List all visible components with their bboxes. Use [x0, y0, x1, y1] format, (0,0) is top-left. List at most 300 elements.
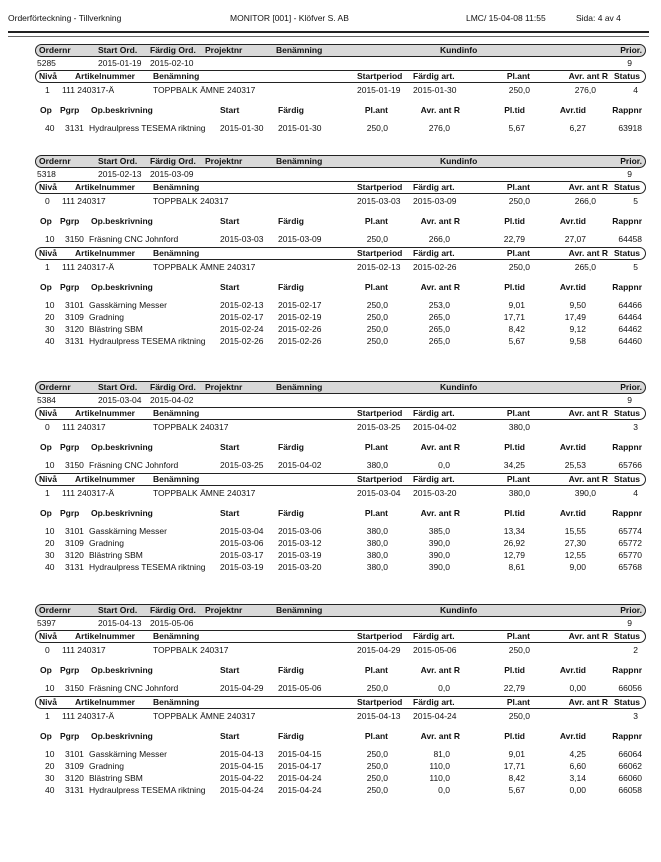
item-col-header: Avr. ant R: [568, 631, 608, 641]
item-col-header: Benämning: [153, 408, 200, 418]
item-status: 5: [633, 196, 638, 206]
op-col-header: Färdig: [278, 105, 304, 115]
op-col-header: Start: [220, 665, 240, 675]
op-report-number: 65768: [618, 562, 642, 572]
op-col-header: Avr.tid: [559, 665, 586, 675]
op-planned-qty: 250,0: [366, 749, 388, 759]
item-level: 1: [45, 488, 50, 498]
op-group: 3120: [65, 324, 84, 334]
op-col-header: Op: [40, 508, 52, 518]
item-col-header: Färdig art.: [413, 631, 455, 641]
op-start: 2015-03-03: [220, 234, 264, 244]
item-start-period: 2015-02-13: [357, 262, 401, 272]
op-col-header: Rappnr: [612, 731, 642, 741]
op-col-header: Op: [40, 282, 52, 292]
item-col-header: Avr. ant R: [568, 182, 608, 192]
op-description: Gasskärning Messer: [89, 749, 167, 759]
item-level: 1: [45, 85, 50, 95]
item-finish: 2015-05-06: [413, 645, 457, 655]
op-finish: 2015-04-15: [278, 749, 322, 759]
op-reported-qty: 390,0: [428, 538, 450, 548]
op-col-header: Pgrp: [60, 508, 80, 518]
item-col-header: Benämning: [153, 697, 200, 707]
op-description: Fräsning CNC Johnford: [89, 683, 179, 693]
item-col-header: Benämning: [153, 474, 200, 484]
item-planned-qty: 250,0: [508, 645, 530, 655]
op-description: Fräsning CNC Johnford: [89, 234, 179, 244]
op-planned-qty: 380,0: [366, 460, 388, 470]
item-col-header: Avr. ant R: [568, 248, 608, 258]
op-col-header: Avr.tid: [559, 508, 586, 518]
op-reported-time: 3,14: [569, 773, 586, 783]
op-reported-time: 6,27: [569, 123, 586, 133]
op-reported-qty: 276,0: [428, 123, 450, 133]
order-col-header: Färdig Ord.: [150, 45, 196, 55]
op-group: 3101: [65, 526, 84, 536]
order-col-header: Kundinfo: [440, 45, 478, 55]
item-article-number: 111 240317: [62, 422, 106, 432]
order-col-header: Prior.: [620, 605, 642, 615]
op-col-header: Färdig: [278, 508, 304, 518]
item-col-header: Nivå: [39, 182, 57, 192]
op-col-header: Op: [40, 216, 52, 226]
item-col-header: Avr. ant R: [568, 474, 608, 484]
op-planned-qty: 250,0: [366, 324, 388, 334]
item-reported-qty: 266,0: [574, 196, 596, 206]
op-number: 40: [45, 123, 55, 133]
op-planned-qty: 250,0: [366, 761, 388, 771]
item-col-header: Artikelnummer: [75, 474, 135, 484]
item-col-header: Pl.ant: [506, 474, 530, 484]
op-description: Gasskärning Messer: [89, 300, 167, 310]
op-start: 2015-04-24: [220, 785, 264, 795]
item-col-header: Status: [614, 182, 640, 192]
order-col-header: Projektnr: [205, 605, 243, 615]
op-number: 10: [45, 234, 55, 244]
op-number: 30: [45, 550, 55, 560]
op-reported-time: 27,07: [564, 234, 586, 244]
op-planned-time: 13,34: [503, 526, 525, 536]
item-reported-qty: 276,0: [574, 85, 596, 95]
report-header: [8, 13, 653, 25]
op-finish: 2015-03-09: [278, 234, 322, 244]
op-reported-time: 4,25: [569, 749, 586, 759]
op-start: 2015-04-29: [220, 683, 264, 693]
item-col-header: Avr. ant R: [568, 697, 608, 707]
op-report-number: 63918: [618, 123, 642, 133]
order-number: 5397: [37, 618, 56, 628]
op-group: 3101: [65, 300, 84, 310]
order-finish: 2015-04-02: [150, 395, 194, 405]
op-finish: 2015-03-20: [278, 562, 322, 572]
item-description: TOPPBALK ÄMNE 240317: [153, 85, 256, 95]
item-col-header: Pl.ant: [506, 71, 530, 81]
op-col-header: Start: [220, 216, 240, 226]
item-col-header: Status: [614, 631, 640, 641]
op-group: 3120: [65, 550, 84, 560]
op-start: 2015-01-30: [220, 123, 264, 133]
item-level: 1: [45, 262, 50, 272]
op-start: 2015-02-24: [220, 324, 264, 334]
op-planned-qty: 250,0: [366, 336, 388, 346]
report-title: Orderförteckning - Tillverkning: [8, 13, 122, 23]
op-start: 2015-03-06: [220, 538, 264, 548]
item-status: 3: [633, 422, 638, 432]
item-col-header: Artikelnummer: [75, 631, 135, 641]
op-description: Fräsning CNC Johnford: [89, 460, 179, 470]
item-description: TOPPBALK 240317: [153, 196, 229, 206]
op-number: 10: [45, 683, 55, 693]
op-planned-qty: 250,0: [366, 683, 388, 693]
op-description: Gradning: [89, 538, 124, 548]
user-date: LMC/ 15-04-08 11:55: [466, 13, 546, 23]
op-col-header: Pl.ant: [364, 105, 388, 115]
op-description: Hydraulpress TESEMA riktning: [89, 562, 206, 572]
op-col-header: Avr. ant R: [420, 731, 460, 741]
order-start: 2015-04-13: [98, 618, 142, 628]
op-col-header: Pl.ant: [364, 731, 388, 741]
op-planned-qty: 380,0: [366, 550, 388, 560]
op-reported-time: 6,60: [569, 761, 586, 771]
op-finish: 2015-04-24: [278, 773, 322, 783]
item-col-header: Avr. ant R: [568, 71, 608, 81]
op-planned-time: 34,25: [503, 460, 525, 470]
op-col-header: Avr. ant R: [420, 665, 460, 675]
order-priority: 9: [627, 395, 632, 405]
item-description: TOPPBALK ÄMNE 240317: [153, 711, 256, 721]
op-number: 40: [45, 785, 55, 795]
op-reported-time: 9,58: [569, 336, 586, 346]
item-col-header: Nivå: [39, 697, 57, 707]
item-col-header: Färdig art.: [413, 182, 455, 192]
op-start: 2015-03-19: [220, 562, 264, 572]
op-col-header: Färdig: [278, 731, 304, 741]
item-planned-qty: 250,0: [508, 262, 530, 272]
op-description: Blästring SBM: [89, 550, 143, 560]
order-col-header: Kundinfo: [440, 156, 478, 166]
op-report-number: 66062: [618, 761, 642, 771]
item-col-header: Startperiod: [357, 248, 403, 258]
op-reported-qty: 81,0: [433, 749, 450, 759]
op-col-header: Op: [40, 665, 52, 675]
item-col-header: Pl.ant: [506, 408, 530, 418]
op-reported-time: 0,00: [569, 683, 586, 693]
order-col-header: Start Ord.: [98, 45, 138, 55]
op-col-header: Avr.tid: [559, 282, 586, 292]
order-finish: 2015-02-10: [150, 58, 194, 68]
order-col-header: Start Ord.: [98, 605, 138, 615]
order-priority: 9: [627, 169, 632, 179]
order-col-header: Prior.: [620, 156, 642, 166]
item-article-number: 111 240317-Ä: [62, 262, 115, 272]
order-col-header: Färdig Ord.: [150, 605, 196, 615]
op-planned-time: 8,42: [508, 773, 525, 783]
op-finish: 2015-03-19: [278, 550, 322, 560]
op-reported-time: 15,55: [564, 526, 586, 536]
item-status: 4: [633, 85, 638, 95]
op-start: 2015-02-17: [220, 312, 264, 322]
item-col-header: Benämning: [153, 71, 200, 81]
header-rule-thin: [8, 36, 649, 37]
op-report-number: 64464: [618, 312, 642, 322]
op-col-header: Op.beskrivning: [91, 508, 153, 518]
op-planned-time: 9,01: [508, 300, 525, 310]
op-col-header: Op: [40, 442, 52, 452]
item-col-header: Nivå: [39, 408, 57, 418]
item-col-header: Nivå: [39, 474, 57, 484]
order-finish: 2015-05-06: [150, 618, 194, 628]
op-number: 20: [45, 761, 55, 771]
op-col-header: Avr.tid: [559, 442, 586, 452]
op-finish: 2015-02-19: [278, 312, 322, 322]
op-report-number: 64460: [618, 336, 642, 346]
item-description: TOPPBALK 240317: [153, 645, 229, 655]
op-group: 3109: [65, 761, 84, 771]
item-start-period: 2015-03-25: [357, 422, 401, 432]
op-col-header: Pl.tid: [504, 282, 525, 292]
op-finish: 2015-01-30: [278, 123, 322, 133]
item-col-header: Pl.ant: [506, 248, 530, 258]
page-number: Sida: 4 av 4: [576, 13, 621, 23]
item-col-header: Avr. ant R: [568, 408, 608, 418]
op-col-header: Rappnr: [612, 508, 642, 518]
item-article-number: 111 240317-Ä: [62, 85, 115, 95]
op-description: Blästring SBM: [89, 773, 143, 783]
item-col-header: Pl.ant: [506, 697, 530, 707]
item-col-header: Artikelnummer: [75, 697, 135, 707]
op-group: 3150: [65, 683, 84, 693]
order-col-header: Kundinfo: [440, 605, 478, 615]
item-col-header: Startperiod: [357, 71, 403, 81]
op-number: 10: [45, 300, 55, 310]
order-col-header: Benämning: [276, 605, 323, 615]
op-start: 2015-03-04: [220, 526, 264, 536]
op-col-header: Avr.tid: [559, 216, 586, 226]
op-col-header: Pl.ant: [364, 508, 388, 518]
item-col-header: Status: [614, 248, 640, 258]
op-col-header: Pl.tid: [504, 665, 525, 675]
op-col-header: Pl.tid: [504, 216, 525, 226]
item-col-header: Benämning: [153, 631, 200, 641]
op-col-header: Op.beskrivning: [91, 216, 153, 226]
op-description: Gasskärning Messer: [89, 526, 167, 536]
item-col-header: Nivå: [39, 71, 57, 81]
op-col-header: Pl.tid: [504, 731, 525, 741]
op-group: 3101: [65, 749, 84, 759]
order-col-header: Benämning: [276, 45, 323, 55]
op-col-header: Pgrp: [60, 282, 80, 292]
op-finish: 2015-04-02: [278, 460, 322, 470]
item-description: TOPPBALK ÄMNE 240317: [153, 488, 256, 498]
item-description: TOPPBALK 240317: [153, 422, 229, 432]
item-finish: 2015-01-30: [413, 85, 457, 95]
op-col-header: Start: [220, 731, 240, 741]
order-priority: 9: [627, 618, 632, 628]
op-reported-time: 9,00: [569, 562, 586, 572]
op-col-header: Rappnr: [612, 282, 642, 292]
op-report-number: 66058: [618, 785, 642, 795]
order-start: 2015-02-13: [98, 169, 142, 179]
op-start: 2015-02-26: [220, 336, 264, 346]
item-planned-qty: 250,0: [508, 85, 530, 95]
op-finish: 2015-04-17: [278, 761, 322, 771]
op-reported-qty: 390,0: [428, 562, 450, 572]
op-col-header: Rappnr: [612, 665, 642, 675]
op-group: 3131: [65, 123, 84, 133]
op-planned-qty: 250,0: [366, 785, 388, 795]
op-planned-time: 5,67: [508, 785, 525, 795]
item-col-header: Artikelnummer: [75, 408, 135, 418]
item-article-number: 111 240317: [62, 645, 106, 655]
item-col-header: Status: [614, 697, 640, 707]
op-col-header: Avr. ant R: [420, 508, 460, 518]
order-col-header: Ordernr: [39, 382, 71, 392]
item-planned-qty: 250,0: [508, 711, 530, 721]
op-col-header: Start: [220, 442, 240, 452]
op-reported-qty: 390,0: [428, 550, 450, 560]
op-col-header: Rappnr: [612, 216, 642, 226]
op-col-header: Pgrp: [60, 216, 80, 226]
order-finish: 2015-03-09: [150, 169, 194, 179]
op-col-header: Pl.ant: [364, 665, 388, 675]
item-finish: 2015-04-02: [413, 422, 457, 432]
op-report-number: 65772: [618, 538, 642, 548]
item-planned-qty: 380,0: [508, 422, 530, 432]
item-start-period: 2015-04-29: [357, 645, 401, 655]
item-col-header: Startperiod: [357, 182, 403, 192]
op-planned-time: 8,42: [508, 324, 525, 334]
item-level: 0: [45, 422, 50, 432]
item-col-header: Färdig art.: [413, 248, 455, 258]
op-start: 2015-03-25: [220, 460, 264, 470]
op-planned-qty: 250,0: [366, 300, 388, 310]
op-description: Hydraulpress TESEMA riktning: [89, 785, 206, 795]
order-col-header: Färdig Ord.: [150, 382, 196, 392]
op-col-header: Pgrp: [60, 442, 80, 452]
op-col-header: Start: [220, 508, 240, 518]
op-start: 2015-04-15: [220, 761, 264, 771]
op-col-header: Avr. ant R: [420, 282, 460, 292]
item-col-header: Färdig art.: [413, 697, 455, 707]
item-col-header: Benämning: [153, 182, 200, 192]
order-col-header: Start Ord.: [98, 156, 138, 166]
order-col-header: Projektnr: [205, 156, 243, 166]
op-col-header: Op.beskrivning: [91, 731, 153, 741]
op-planned-time: 12,79: [503, 550, 525, 560]
item-col-header: Färdig art.: [413, 408, 455, 418]
item-col-header: Startperiod: [357, 408, 403, 418]
order-col-header: Benämning: [276, 382, 323, 392]
op-col-header: Op: [40, 105, 52, 115]
op-group: 3150: [65, 460, 84, 470]
op-reported-qty: 266,0: [428, 234, 450, 244]
op-col-header: Färdig: [278, 282, 304, 292]
op-planned-time: 26,92: [503, 538, 525, 548]
item-col-header: Startperiod: [357, 631, 403, 641]
op-col-header: Pl.tid: [504, 442, 525, 452]
op-col-header: Pgrp: [60, 731, 80, 741]
header-rule: [8, 31, 649, 33]
order-col-header: Projektnr: [205, 45, 243, 55]
item-start-period: 2015-04-13: [357, 711, 401, 721]
op-planned-qty: 380,0: [366, 538, 388, 548]
item-status: 4: [633, 488, 638, 498]
op-col-header: Pl.tid: [504, 508, 525, 518]
op-number: 10: [45, 460, 55, 470]
item-col-header: Startperiod: [357, 697, 403, 707]
item-planned-qty: 380,0: [508, 488, 530, 498]
item-reported-qty: 265,0: [574, 262, 596, 272]
order-col-header: Ordernr: [39, 45, 71, 55]
item-status: 2: [633, 645, 638, 655]
item-planned-qty: 250,0: [508, 196, 530, 206]
op-planned-qty: 250,0: [366, 312, 388, 322]
item-article-number: 111 240317: [62, 196, 106, 206]
item-finish: 2015-04-24: [413, 711, 457, 721]
op-reported-qty: 253,0: [428, 300, 450, 310]
op-group: 3120: [65, 773, 84, 783]
op-planned-time: 17,71: [503, 761, 525, 771]
item-article-number: 111 240317-Ä: [62, 711, 115, 721]
op-report-number: 65774: [618, 526, 642, 536]
op-report-number: 64458: [618, 234, 642, 244]
item-col-header: Nivå: [39, 631, 57, 641]
op-finish: 2015-02-17: [278, 300, 322, 310]
op-col-header: Pl.tid: [504, 105, 525, 115]
op-start: 2015-04-22: [220, 773, 264, 783]
op-col-header: Pgrp: [60, 105, 80, 115]
item-col-header: Status: [614, 71, 640, 81]
op-col-header: Op.beskrivning: [91, 282, 153, 292]
op-planned-time: 22,79: [503, 234, 525, 244]
op-col-header: Rappnr: [612, 105, 642, 115]
op-start: 2015-02-13: [220, 300, 264, 310]
op-number: 10: [45, 526, 55, 536]
op-group: 3131: [65, 562, 84, 572]
op-description: Gradning: [89, 312, 124, 322]
order-col-header: Projektnr: [205, 382, 243, 392]
item-start-period: 2015-01-19: [357, 85, 401, 95]
item-col-header: Färdig art.: [413, 474, 455, 484]
op-number: 40: [45, 562, 55, 572]
op-col-header: Op.beskrivning: [91, 442, 153, 452]
op-reported-qty: 385,0: [428, 526, 450, 536]
op-description: Blästring SBM: [89, 324, 143, 334]
item-reported-qty: 390,0: [574, 488, 596, 498]
op-reported-time: 25,53: [564, 460, 586, 470]
item-col-header: Status: [614, 474, 640, 484]
op-finish: 2015-04-24: [278, 785, 322, 795]
op-reported-qty: 265,0: [428, 336, 450, 346]
op-reported-time: 9,12: [569, 324, 586, 334]
item-status: 5: [633, 262, 638, 272]
op-group: 3131: [65, 336, 84, 346]
item-level: 0: [45, 196, 50, 206]
op-planned-qty: 250,0: [366, 123, 388, 133]
op-col-header: Start: [220, 282, 240, 292]
op-col-header: Färdig: [278, 216, 304, 226]
op-col-header: Op: [40, 731, 52, 741]
op-col-header: Pl.ant: [364, 216, 388, 226]
op-col-header: Avr. ant R: [420, 105, 460, 115]
op-reported-qty: 0,0: [438, 683, 450, 693]
op-reported-qty: 110,0: [429, 761, 450, 771]
op-report-number: 64466: [618, 300, 642, 310]
op-number: 10: [45, 749, 55, 759]
op-description: Hydraulpress TESEMA riktning: [89, 336, 206, 346]
op-planned-time: 5,67: [508, 336, 525, 346]
op-description: Gradning: [89, 761, 124, 771]
